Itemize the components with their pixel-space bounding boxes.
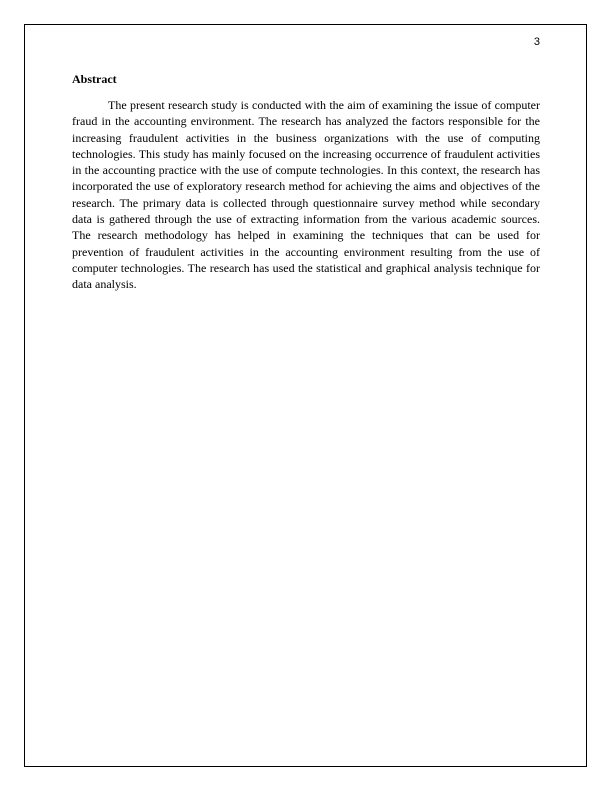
paragraph-line: data analysis. (72, 277, 137, 292)
paragraph-line: technologies. This study has mainly focused on the increasing occurrence of fraudulent activities (72, 146, 540, 161)
paragraph-line: fraud in the accounting environment. The research has analyzed the factors responsible for the (72, 114, 540, 129)
paragraph-line: computer technologies. The research has used the statistical and graphical analysis technique for (72, 260, 540, 275)
paragraph-line: research. The primary data is collected through questionnaire survey method while secondary (72, 195, 540, 210)
paragraph-line: The present research study is conducted with the aim of examining the issue of computer (108, 98, 540, 112)
page-number: 3 (533, 36, 540, 48)
paragraph-line: prevention of fraudulent activities in the accounting environment resulting from the use of (72, 244, 540, 259)
paragraph-line: incorporated the use of exploratory research method for achieving the aims and objectives of the (72, 179, 540, 194)
paragraph-line: in the accounting practice with the use of compute technologies. In this context, the research has (72, 163, 540, 178)
abstract-paragraph (72, 97, 540, 293)
paragraph-line: increasing fraudulent activities in the business organizations with the use of computing (72, 130, 540, 145)
paragraph-line: The research methodology has helped in examining the techniques that can be used for (72, 228, 540, 243)
paragraph-line: data is gathered through the use of extracting information from the various academic sources. (72, 212, 540, 227)
section-heading: Abstract (72, 72, 117, 86)
